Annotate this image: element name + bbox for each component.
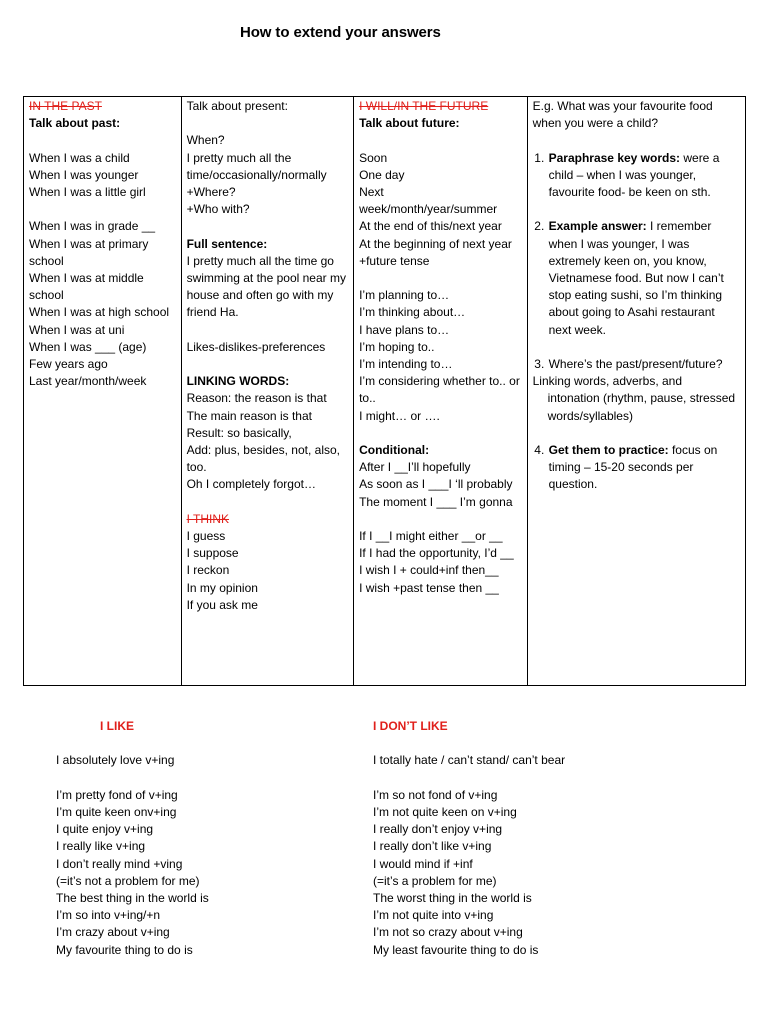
conditional-phrase: If I had the opportunity, I’d __ <box>359 546 514 561</box>
linking-phrase: Result: so basically, <box>186 425 292 440</box>
linking-phrase <box>187 494 349 511</box>
example-column <box>528 97 745 685</box>
future-phrase: I’m planning to… <box>359 288 450 303</box>
linking-phrase: The main reason is that <box>186 408 312 423</box>
past-phrase: When I was at middle school <box>29 271 148 303</box>
past-column <box>24 97 182 685</box>
present-phrase: +Who with? <box>186 202 250 217</box>
present-phrase <box>187 218 349 235</box>
past-phrase <box>29 201 176 218</box>
future-phrase: I’m considering whether to.. or to.. <box>359 374 524 406</box>
future-phrase: I’m intending to… <box>359 357 453 372</box>
past-phrase: When I was younger <box>29 167 139 182</box>
present-phrase: +Where? <box>186 185 236 199</box>
past-phrase: When I was ___ (age) <box>29 339 147 354</box>
present-phrase: I pretty much all the time/occasionally/normally <box>186 150 327 182</box>
page-title: How to extend your answers <box>240 24 441 41</box>
linking-phrase: Reason: the reason is that <box>186 391 327 406</box>
future-phrase: One day <box>359 167 405 182</box>
opinion-phrase: In my opinion <box>186 580 258 595</box>
dislike-phrase: I really don’t like v+ing <box>373 839 492 854</box>
linking-phrase: Oh I completely forgot… <box>186 477 316 492</box>
like-phrase: I absolutely love v+ing <box>56 753 175 768</box>
past-phrase: When I was at uni <box>29 322 125 337</box>
past-phrase: When I was a child <box>29 150 130 165</box>
future-phrase: At the beginning of next year <box>359 236 512 251</box>
past-phrase: Last year/month/week <box>29 374 147 389</box>
i-think-strike-label: I THINK <box>186 511 230 526</box>
future-phrase <box>359 270 522 287</box>
dislike-phrase: My least favourite thing to do is <box>373 942 539 957</box>
like-phrase <box>56 735 209 752</box>
past-phrase: When I was at high school <box>29 305 170 320</box>
i-dont-like-heading: I DON’T LIKE <box>373 719 448 733</box>
linking-words-list <box>187 390 349 510</box>
dislike-phrase: I would mind if +inf <box>373 856 473 871</box>
future-phrase: At the end of this/next year <box>359 219 502 234</box>
future-phrase: Next week/month/year/summer <box>359 185 498 217</box>
conditional-phrase: The moment I ___ I’m gonna <box>359 494 513 509</box>
example-intro: E.g. What was your favourite food when you were a child? <box>532 99 717 131</box>
conditional-phrase: As soon as I ___I ‘ll probably <box>359 477 513 492</box>
like-phrase: I’m quite keen onv+ing <box>56 804 177 819</box>
past-phrase: When I was in grade __ <box>29 219 156 234</box>
linking-words-heading: LINKING WORDS: <box>186 374 290 389</box>
step3-note: Linking words, adverbs, and <box>532 374 683 389</box>
dislike-phrase: I really don’t enjoy v+ing <box>373 822 503 837</box>
step-item: 2. Example answer: I remember when I was younger, I was extremely keen on, you know, Vietnamese food. But now I can’t stop eating sushi, so I’m thinking about going to Asahi restaurant next week. <box>548 218 740 338</box>
opinion-phrase: I guess <box>186 529 226 543</box>
present-column <box>182 97 355 685</box>
past-strike-label: IN THE PAST <box>29 99 102 113</box>
present-sentence <box>187 322 349 339</box>
strategy-table <box>23 96 746 686</box>
present-phrase <box>187 115 349 132</box>
future-phrase: +future tense <box>359 253 430 268</box>
like-phrase: I’m crazy about v+ing <box>56 925 170 940</box>
future-phrase <box>359 132 522 149</box>
opinion-phrase: If you ask me <box>186 597 258 612</box>
i-dont-like-list <box>373 735 565 959</box>
dislike-phrase <box>373 770 565 787</box>
opinion-phrase: I reckon <box>186 563 230 578</box>
like-phrase: My favourite thing to do is <box>56 942 193 957</box>
future-phrase: I might… or …. <box>359 408 440 423</box>
step-item: 3. Where’s the past/present/future? <box>548 356 740 373</box>
conditional-phrase: After I __I’ll hopefully <box>359 460 471 475</box>
past-heading: Talk about past: <box>29 116 121 131</box>
present-phrase-list <box>187 115 349 235</box>
present-sentence: I pretty much all the time go swimming at the pool near my house and often go with my friend Ha. <box>186 253 350 320</box>
i-like-heading: I LIKE <box>100 719 135 733</box>
conditional-phrase <box>359 511 522 528</box>
dislike-phrase: I’m not so crazy about v+ing <box>373 925 523 940</box>
conditional-phrase: If I __I might either __or __ <box>359 529 503 544</box>
present-heading: Talk about present: <box>186 99 288 113</box>
past-phrase: Few years ago <box>29 357 108 372</box>
conditional-phrase: I wish +past tense then __ <box>359 580 499 595</box>
future-phrase <box>359 425 522 442</box>
present-sentence-list <box>187 253 349 373</box>
like-phrase <box>56 770 209 787</box>
conditional-heading: Conditional: <box>359 443 430 458</box>
dislike-phrase <box>373 735 565 752</box>
dislike-phrase: I’m not quite into v+ing <box>373 908 494 923</box>
dislike-phrase: I’m not quite keen on v+ing <box>373 804 517 819</box>
example-steps <box>533 150 740 374</box>
future-strike-label: I WILL/IN THE FUTURE <box>359 99 489 113</box>
dislike-phrase: (=it’s a problem for me) <box>373 873 497 888</box>
example-steps-cont <box>533 442 740 494</box>
step-item: 4. Get them to practice: focus on timing – 15-20 seconds per question. <box>548 442 740 494</box>
future-column <box>354 97 528 685</box>
conditional-phrase: I wish I + could+inf then__ <box>359 563 499 578</box>
i-like-list <box>56 735 209 959</box>
like-phrase: I’m so into v+ing/+n <box>56 908 161 923</box>
i-like-section <box>56 718 209 959</box>
like-phrase: I really like v+ing <box>56 839 146 854</box>
future-heading: Talk about future: <box>359 116 460 131</box>
dislike-phrase: The worst thing in the world is <box>373 891 532 905</box>
past-phrase: When I was at primary school <box>29 236 152 268</box>
future-phrase-list <box>359 132 522 442</box>
step-item: 1. Paraphrase key words: were a child – when I was younger, favourite food- be keen on sth. <box>548 150 740 202</box>
future-phrase: Soon <box>359 150 388 165</box>
like-phrase: I quite enjoy v+ing <box>56 822 154 837</box>
present-sentence <box>187 356 349 373</box>
future-phrase: I’m hoping to.. <box>359 339 435 354</box>
like-phrase: I don’t really mind +ving <box>56 856 183 871</box>
future-phrase: I have plans to… <box>359 322 450 337</box>
present-phrase: When? <box>186 133 225 148</box>
like-phrase: I’m pretty fond of v+ing <box>56 787 178 802</box>
full-sentence-heading: Full sentence: <box>186 236 268 251</box>
like-phrase: (=it’s not a problem for me) <box>56 873 200 888</box>
conditional-phrase-list <box>359 459 522 597</box>
present-sentence: Likes-dislikes-preferences <box>186 339 326 354</box>
opinion-phrase-list <box>187 528 349 614</box>
past-phrase: When I was a little girl <box>29 185 146 199</box>
like-phrase: The best thing in the world is <box>56 891 209 905</box>
past-phrase-list <box>29 132 176 390</box>
linking-phrase: Add: plus, besides, not, also, too. <box>186 443 344 475</box>
dislike-phrase: I’m so not fond of v+ing <box>373 787 498 802</box>
opinion-phrase: I suppose <box>186 546 239 561</box>
dislike-phrase: I totally hate / can’t stand/ can’t bear <box>373 753 566 768</box>
step3-note-rest: intonation (rhythm, pause, stressed words/syllables) <box>547 391 739 423</box>
past-phrase <box>29 132 176 149</box>
future-phrase: I’m thinking about… <box>359 305 466 320</box>
i-dont-like-section <box>373 718 565 959</box>
